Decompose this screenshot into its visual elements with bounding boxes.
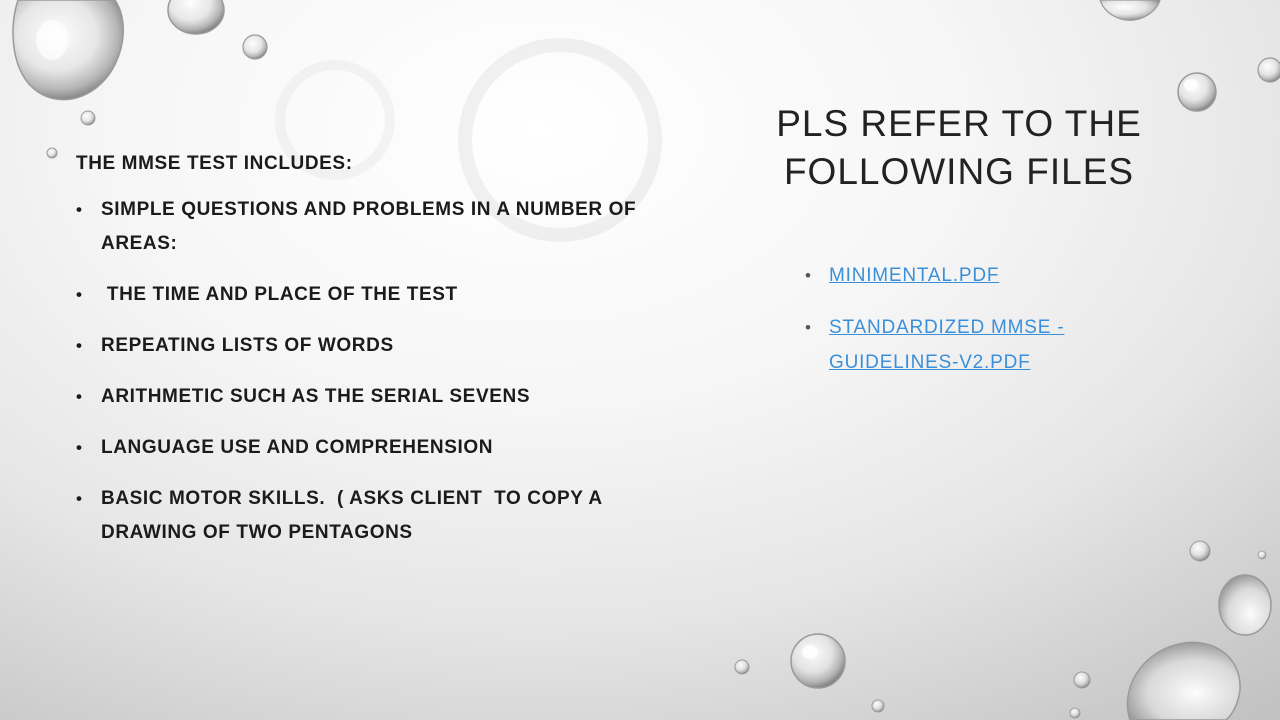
bullet-icon: • <box>805 318 812 337</box>
left-bullet-list <box>76 193 686 550</box>
list-item <box>76 482 686 550</box>
list-item-text: SIMPLE QUESTIONS AND PROBLEMS IN A NUMBER OF AREAS: <box>101 199 637 254</box>
list-item <box>76 431 686 465</box>
file-link-standardized-mmse[interactable]: STANDARDIZED MMSE - GUIDELINES-V2.PDF <box>829 317 1065 373</box>
list-item-text: LANGUAGE USE AND COMPREHENSION <box>101 437 494 458</box>
list-item <box>76 380 686 414</box>
list-item-text: ARITHMETIC SUCH AS THE SERIAL SEVENS <box>101 386 531 407</box>
list-item <box>805 258 1135 293</box>
bullet-icon: • <box>76 285 83 304</box>
bullet-icon: • <box>76 200 83 219</box>
list-item <box>76 193 686 261</box>
list-item-text: BASIC MOTOR SKILLS. ( ASKS CLIENT TO COPY A DRAWING OF TWO PENTAGONS <box>101 488 608 543</box>
list-item <box>76 329 686 363</box>
list-item-text: REPEATING LISTS OF WORDS <box>101 335 394 356</box>
bullet-icon: • <box>76 387 83 406</box>
left-content-pane <box>76 150 686 567</box>
bullet-icon: • <box>805 266 812 285</box>
list-item <box>76 278 686 312</box>
bullet-icon: • <box>76 438 83 457</box>
file-link-minimental[interactable]: MINIMENTAL.PDF <box>829 265 1000 286</box>
slide-title: PLS REFER TO THE FOLLOWING FILES <box>776 103 1142 192</box>
file-link-list <box>805 258 1135 397</box>
bullet-icon: • <box>76 489 83 508</box>
list-item <box>805 310 1135 380</box>
bullet-icon: • <box>76 336 83 355</box>
list-item-text: THE TIME AND PLACE OF THE TEST <box>101 284 458 305</box>
left-heading: THE MMSE TEST INCLUDES: <box>76 153 353 174</box>
